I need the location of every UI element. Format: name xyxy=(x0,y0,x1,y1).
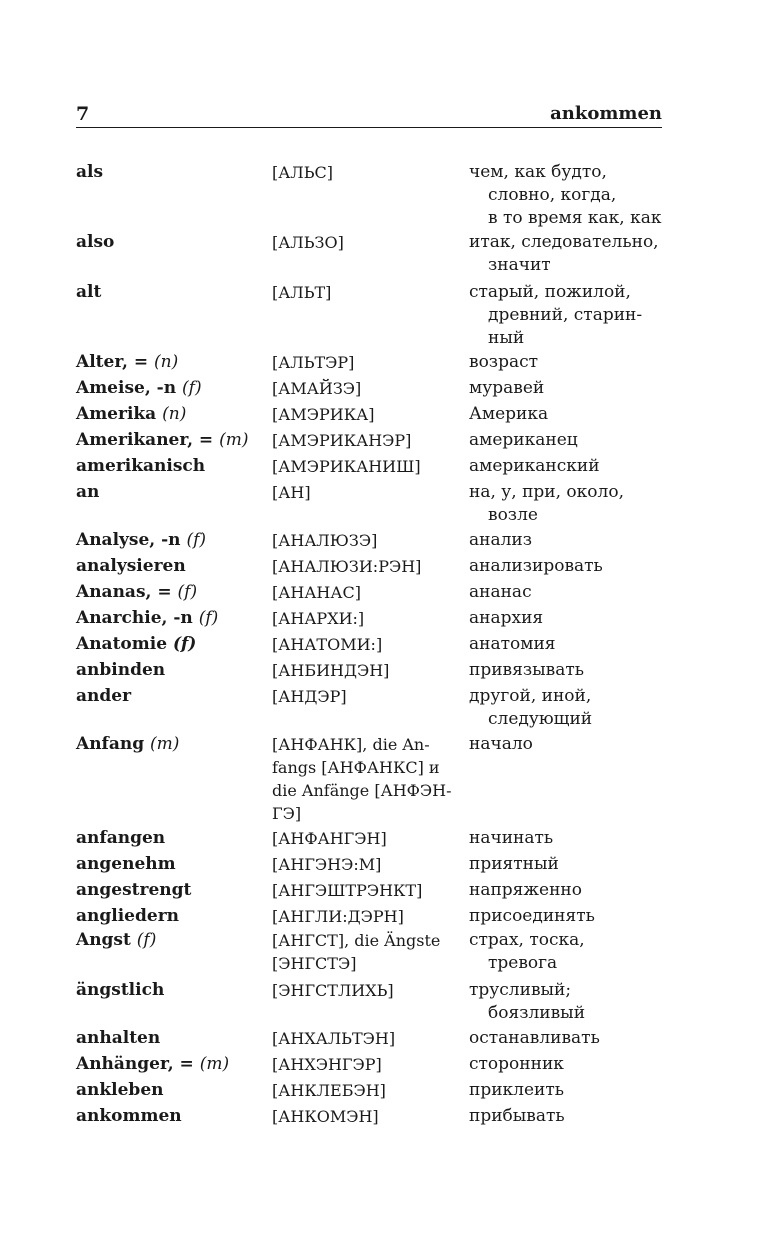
translation-line: старый, пожилой, xyxy=(469,282,631,302)
translation-line: анархия xyxy=(469,608,544,628)
pronunciation xyxy=(272,733,462,825)
translation xyxy=(469,685,669,731)
page-number: 7 xyxy=(76,103,90,125)
translation xyxy=(469,659,669,682)
translation-line: итак, следовательно, xyxy=(469,232,659,252)
translation-line: боязливый xyxy=(488,1003,586,1023)
translation-line: в то время как, как xyxy=(488,208,662,228)
translation-line: приклеить xyxy=(469,1080,565,1100)
pronunciation-line: [АНФАНГЭН] xyxy=(272,829,387,848)
headword-text: angliedern xyxy=(76,906,180,926)
pronunciation-line: [АНАЛЮЗИ:РЭН] xyxy=(272,557,422,576)
translation-line: муравей xyxy=(469,378,545,398)
headword-text: Ananas, = xyxy=(76,582,172,602)
translation-line: анализировать xyxy=(469,556,603,576)
pronunciation xyxy=(272,377,462,400)
headword xyxy=(76,481,99,504)
translation-line: чем, как будто, xyxy=(469,162,607,182)
translation xyxy=(469,231,669,277)
grammar-marker: (f) xyxy=(136,930,157,950)
translation-line: останавливать xyxy=(469,1028,600,1048)
pronunciation-line: ГЭ] xyxy=(272,804,302,823)
pronunciation xyxy=(272,607,462,630)
translation-line: напряженно xyxy=(469,880,582,900)
translation-line: начинать xyxy=(469,828,554,848)
translation xyxy=(469,481,669,527)
pronunciation-line: [АНХАЛЬТЭН] xyxy=(272,1029,396,1048)
headword-text: amerikanisch xyxy=(76,456,206,476)
headword xyxy=(76,1053,229,1076)
grammar-marker: (f) xyxy=(182,378,202,398)
pronunciation-line: [АЛЬС] xyxy=(272,163,333,182)
headword-text: Ameise, -n xyxy=(76,378,177,398)
headword-text: Analyse, -n xyxy=(76,530,181,550)
translation-line: возраст xyxy=(469,352,539,372)
headword-text: Anarchie, -n xyxy=(76,608,193,628)
pronunciation-line: [АЛЬЗО] xyxy=(272,233,344,252)
pronunciation-line: [АНГЭНЭ:М] xyxy=(272,855,382,874)
translation xyxy=(469,281,669,350)
pronunciation-line: [АНАНАС] xyxy=(272,583,361,602)
translation xyxy=(469,1027,669,1050)
translation xyxy=(469,1053,669,1076)
headword xyxy=(76,581,197,604)
headword xyxy=(76,555,186,578)
translation-line: на, у, при, около, xyxy=(469,482,624,502)
translation-line: начало xyxy=(469,734,533,754)
grammar-marker: (f) xyxy=(177,582,198,602)
headword xyxy=(76,827,165,850)
headword-text: an xyxy=(76,482,100,502)
headword-text: angenehm xyxy=(76,854,176,874)
pronunciation-line: [АМЭРИКАНИШ] xyxy=(272,457,421,476)
headword xyxy=(76,281,101,304)
pronunciation-line: [ЭНГСТЭ] xyxy=(272,954,357,973)
translation-line: привязывать xyxy=(469,660,585,680)
pronunciation xyxy=(272,827,462,850)
headword-text: anfangen xyxy=(76,828,166,848)
translation xyxy=(469,929,669,975)
translation xyxy=(469,633,669,656)
pronunciation xyxy=(272,581,462,604)
translation-line: трусливый; xyxy=(469,980,572,1000)
translation xyxy=(469,827,669,850)
grammar-marker: (f) xyxy=(186,530,207,550)
translation xyxy=(469,1105,669,1128)
headword xyxy=(76,607,218,630)
translation xyxy=(469,607,669,630)
pronunciation-line: [АНГЭШТРЭНКТ] xyxy=(272,881,423,900)
grammar-marker: (m) xyxy=(219,430,249,450)
pronunciation xyxy=(272,1027,462,1050)
translation-line: ананас xyxy=(469,582,532,602)
translation-line: возле xyxy=(488,505,538,525)
pronunciation-line: [АНАРХИ:] xyxy=(272,609,365,628)
pronunciation-line: [АНГЛИ:ДЭРН] xyxy=(272,907,404,926)
headword xyxy=(76,1079,164,1102)
pronunciation-line: [АНАЛЮЗЭ] xyxy=(272,531,378,550)
translation xyxy=(469,1079,669,1102)
grammar-marker: (m) xyxy=(199,1054,230,1074)
translation xyxy=(469,161,669,230)
translation-line: приятный xyxy=(469,854,559,874)
translation-line: тревога xyxy=(488,953,558,973)
translation xyxy=(469,455,669,478)
headword-text: alt xyxy=(76,282,102,302)
translation xyxy=(469,351,669,374)
translation-line: Америка xyxy=(469,404,549,424)
pronunciation xyxy=(272,853,462,876)
grammar-marker: (f) xyxy=(198,608,219,628)
translation xyxy=(469,403,669,426)
headword xyxy=(76,455,205,478)
page-header xyxy=(76,103,662,128)
headword-text: anbinden xyxy=(76,660,166,680)
grammar-marker: (f) xyxy=(172,634,197,654)
pronunciation xyxy=(272,161,462,184)
headword xyxy=(76,733,179,756)
headword-text: ängstlich xyxy=(76,980,165,1000)
grammar-marker: (n) xyxy=(154,352,179,372)
running-head: ankommen xyxy=(550,103,662,124)
headword-text: analysieren xyxy=(76,556,186,576)
pronunciation xyxy=(272,429,462,452)
pronunciation-line: [АН] xyxy=(272,483,311,502)
pronunciation xyxy=(272,979,462,1002)
translation-line: древний, старин- xyxy=(488,305,643,325)
headword xyxy=(76,905,179,928)
headword xyxy=(76,879,191,902)
translation-line: ный xyxy=(488,328,525,348)
pronunciation xyxy=(272,1079,462,1102)
pronunciation xyxy=(272,659,462,682)
translation xyxy=(469,429,669,452)
pronunciation-line: [АНКЛЕБЭН] xyxy=(272,1081,386,1100)
headword xyxy=(76,161,103,184)
headword xyxy=(76,633,196,656)
pronunciation-line: [АЛЬТ] xyxy=(272,283,332,302)
headword-text: Amerikaner, = xyxy=(76,430,214,450)
pronunciation-line: [ЭНГСТЛИХЬ] xyxy=(272,981,394,1000)
headword xyxy=(76,685,131,708)
pronunciation-line: [АНДЭР] xyxy=(272,687,347,706)
pronunciation-line: [АМЭРИКАНЭР] xyxy=(272,431,412,450)
translation-line: следующий xyxy=(488,709,593,729)
pronunciation xyxy=(272,879,462,902)
translation xyxy=(469,733,669,756)
translation-line: сторонник xyxy=(469,1054,564,1074)
headword xyxy=(76,979,164,1002)
pronunciation xyxy=(272,231,462,254)
headword-text: ankommen xyxy=(76,1106,182,1126)
translation-line: страх, тоска, xyxy=(469,930,585,950)
headword xyxy=(76,529,206,552)
translation-line: словно, когда, xyxy=(488,185,617,205)
translation xyxy=(469,879,669,902)
pronunciation xyxy=(272,1105,462,1128)
pronunciation-line: [АНБИНДЭН] xyxy=(272,661,390,680)
pronunciation xyxy=(272,351,462,374)
translation xyxy=(469,377,669,400)
translation-line: присоединять xyxy=(469,906,595,926)
pronunciation-line: fangs [АНФАНКС] и xyxy=(272,758,440,777)
pronunciation xyxy=(272,633,462,656)
pronunciation-line: [АМАЙЗЭ] xyxy=(272,379,362,398)
headword-text: Anatomie xyxy=(76,634,168,654)
headword xyxy=(76,1027,160,1050)
headword-text: Angst xyxy=(76,930,131,950)
translation-line: другой, иной, xyxy=(469,686,592,706)
pronunciation-line: [АНКОМЭН] xyxy=(272,1107,379,1126)
pronunciation-line: [АНАТОМИ:] xyxy=(272,635,383,654)
headword xyxy=(76,853,176,876)
grammar-marker: (m) xyxy=(150,734,180,754)
headword xyxy=(76,929,156,952)
headword-text: als xyxy=(76,162,104,182)
translation xyxy=(469,555,669,578)
headword xyxy=(76,377,202,400)
pronunciation-line: die Anfänge [АНФЭН- xyxy=(272,781,452,800)
headword xyxy=(76,1105,182,1128)
headword xyxy=(76,429,249,452)
pronunciation xyxy=(272,685,462,708)
translation-line: прибывать xyxy=(469,1106,565,1126)
translation-line: значит xyxy=(488,255,551,275)
pronunciation xyxy=(272,281,462,304)
translation xyxy=(469,581,669,604)
headword-text: Anhänger, = xyxy=(76,1054,194,1074)
translation xyxy=(469,529,669,552)
pronunciation-line: [АНХЭНГЭР] xyxy=(272,1055,382,1074)
headword-text: ankleben xyxy=(76,1080,164,1100)
translation-line: американский xyxy=(469,456,600,476)
headword xyxy=(76,659,165,682)
pronunciation xyxy=(272,481,462,504)
pronunciation-line: [АНФАНК], die An- xyxy=(272,735,430,754)
pronunciation xyxy=(272,1053,462,1076)
grammar-marker: (n) xyxy=(162,404,187,424)
pronunciation xyxy=(272,455,462,478)
pronunciation xyxy=(272,555,462,578)
headword xyxy=(76,351,178,374)
translation-line: анализ xyxy=(469,530,533,550)
pronunciation xyxy=(272,929,462,975)
translation xyxy=(469,979,669,1025)
pronunciation-line: [АНГСТ], die Ängste xyxy=(272,931,441,950)
headword-text: Anfang xyxy=(76,734,145,754)
pronunciation xyxy=(272,905,462,928)
headword xyxy=(76,231,114,254)
translation xyxy=(469,905,669,928)
translation xyxy=(469,853,669,876)
headword-text: anhalten xyxy=(76,1028,161,1048)
pronunciation xyxy=(272,403,462,426)
headword-text: Alter, = xyxy=(76,352,149,372)
pronunciation xyxy=(272,529,462,552)
translation-line: анатомия xyxy=(469,634,556,654)
headword-text: also xyxy=(76,232,115,252)
pronunciation-line: [АМЭРИКА] xyxy=(272,405,375,424)
translation-line: американец xyxy=(469,430,578,450)
pronunciation-line: [АЛЬТЭР] xyxy=(272,353,355,372)
headword-text: angestrengt xyxy=(76,880,192,900)
headword xyxy=(76,403,186,426)
headword-text: ander xyxy=(76,686,132,706)
headword-text: Amerika xyxy=(76,404,157,424)
